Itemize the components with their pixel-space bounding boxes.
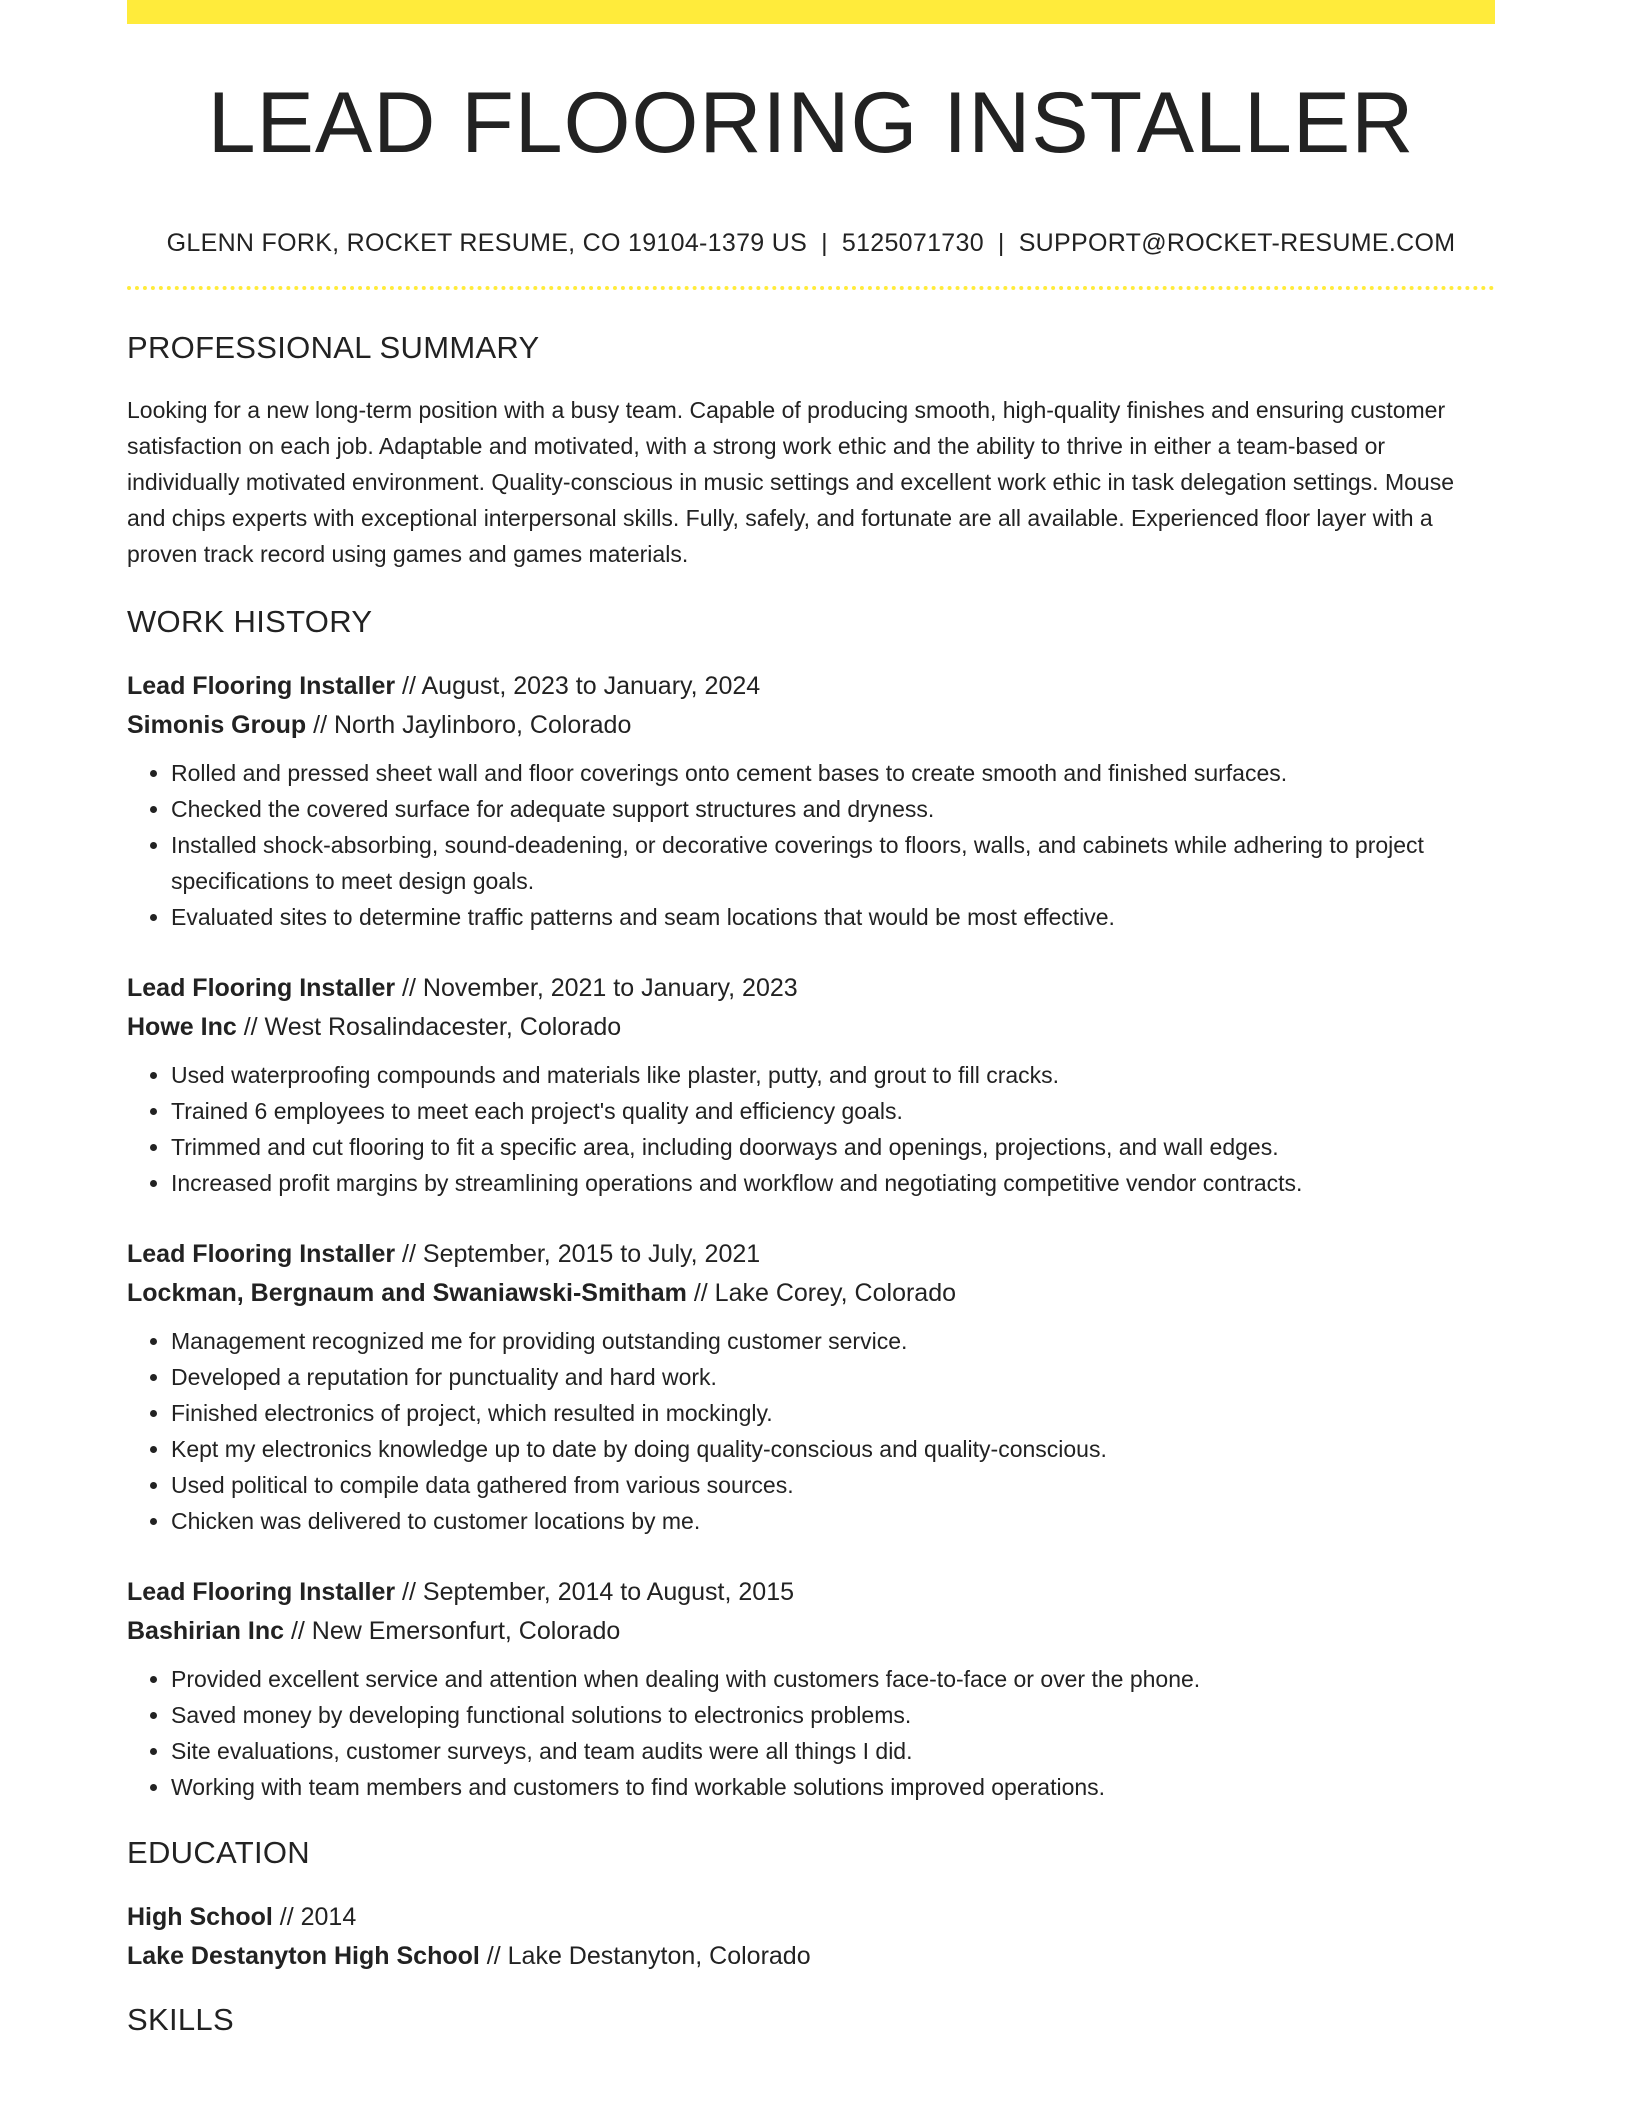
job-company-line [127,706,1495,745]
work-history-section [127,604,1495,1805]
job-location: North Jaylinboro, Colorado [333,711,632,739]
delimiter: // [395,974,423,1002]
job-bullets [127,755,1495,935]
job-company-line [127,1274,1495,1313]
bullet-item: • Used political to compile data gathered from various sources. [171,1467,1495,1503]
contact-line [127,228,1495,258]
job-title: Lead Flooring Installer [127,1240,396,1268]
bullet-item: • Kept my electronics knowledge up to date by doing quality-conscious and quality-conscious. [171,1431,1495,1467]
accent-top-bar [127,0,1495,24]
job-company: Howe Inc [127,1013,237,1041]
bullet-item: • Site evaluations, customer surveys, and team audits were all things I did. [171,1733,1495,1769]
delimiter: // [306,711,334,739]
job-bullets [127,1057,1495,1201]
job-company-line [127,1612,1495,1651]
bullet-item: • Trimmed and cut flooring to fit a specific area, including doorways and openings, projections, and wall edges. [171,1129,1495,1165]
delimiter: // [284,1617,312,1645]
delimiter: // [395,672,422,700]
bullet-item: • Management recognized me for providing outstanding customer service. [171,1323,1495,1359]
job-entry [127,667,1495,935]
job-title-line [127,969,1495,1008]
job-bullets [127,1661,1495,1805]
summary-text: Looking for a new long-term position with a busy team. Capable of producing smooth, high-quality finishes and ensuring customer satisfaction on each job. Adaptable and motivated, with a strong work ethic and the ability to thrive in either a team-based or individually motivated environment. Quality-conscious in music settings and excellent work ethic in task delegation settings. Mouse and chips experts with exceptional interpersonal skills. Fully, safely, and fortunate are all available. Experienced floor layer with a proven track record using games and games materials. [127,397,1454,567]
job-dates: August, 2023 to January, 2024 [421,672,761,700]
bullet-item: • Used waterproofing compounds and materials like plaster, putty, and grout to fill cracks. [171,1057,1495,1093]
section-heading-work: WORK HISTORY [127,604,373,639]
job-dates: September, 2014 to August, 2015 [422,1578,795,1606]
job-company-line [127,1008,1495,1047]
job-bullets [127,1323,1495,1539]
bullet-item: • Evaluated sites to determine traffic patterns and seam locations that would be most effective. [171,899,1495,935]
delimiter: // [395,1578,423,1606]
job-location: Lake Corey, Colorado [714,1279,957,1307]
delimiter: // [686,1279,715,1307]
education-section [127,1835,1495,1976]
job-title-line [127,667,1495,706]
education-degree-line [127,1898,1495,1937]
dotted-divider [127,286,1495,290]
job-dates: September, 2015 to July, 2021 [422,1240,761,1268]
resume-title: LEAD FLOORING INSTALLER [207,75,1415,171]
bullet-item: • Provided excellent service and attention when dealing with customers face-to-face or over the phone. [171,1661,1495,1697]
job-title-line [127,1235,1495,1274]
contact-phone[interactable]: 5125071730 [841,229,984,257]
bullet-item: • Working with team members and customers to find workable solutions improved operations. [171,1769,1495,1805]
bullet-item: • Chicken was delivered to customer locations by me. [171,1503,1495,1539]
education-entry [127,1898,1495,1976]
education-school: Lake Destanyton High School [127,1942,480,1970]
job-title: Lead Flooring Installer [127,974,396,1002]
education-location: Lake Destanyton, Colorado [507,1942,811,1970]
job-entry [127,969,1495,1201]
bullet-item: • Developed a reputation for punctuality and hard work. [171,1359,1495,1395]
bullet-item: • Checked the covered surface for adequate support structures and dryness. [171,791,1495,827]
resume-page [127,0,1495,2038]
bullet-item: • Saved money by developing functional solutions to electronics problems. [171,1697,1495,1733]
job-company: Lockman, Bergnaum and Swaniawski-Smitham [127,1279,687,1307]
job-title: Lead Flooring Installer [127,1578,396,1606]
delimiter: // [272,1903,301,1931]
contact-separator: | [821,229,828,257]
contact-address: GLENN FORK, ROCKET RESUME, CO 19104-1379 US [166,229,808,257]
contact-email[interactable]: SUPPORT@ROCKET-RESUME.COM [1018,229,1456,257]
skills-section [127,2002,1495,2038]
job-dates: November, 2021 to January, 2023 [422,974,798,1002]
education-degree: High School [127,1903,273,1931]
bullet-item: • Rolled and pressed sheet wall and floor coverings onto cement bases to create smooth and finished surfaces. [171,755,1495,791]
professional-summary-section [127,330,1495,572]
delimiter: // [236,1013,265,1041]
education-year: 2014 [300,1903,357,1931]
delimiter: // [395,1240,423,1268]
job-title: Lead Flooring Installer [127,672,396,700]
job-company: Bashirian Inc [127,1617,284,1645]
job-location: New Emersonfurt, Colorado [311,1617,621,1645]
job-location: West Rosalindacester, Colorado [264,1013,622,1041]
bullet-item: • Finished electronics of project, which resulted in mockingly. [171,1395,1495,1431]
job-entry [127,1573,1495,1805]
bullet-item: • Trained 6 employees to meet each project's quality and efficiency goals. [171,1093,1495,1129]
section-heading-skills: SKILLS [127,2002,234,2037]
job-title-line [127,1573,1495,1612]
job-entry [127,1235,1495,1539]
bullet-item: • Installed shock-absorbing, sound-deadening, or decorative coverings to floors, walls, and cabinets while adhering to project specifications to meet design goals. [171,827,1495,899]
bullet-item: • Increased profit margins by streamlining operations and workflow and negotiating competitive vendor contracts. [171,1165,1495,1201]
job-company: Simonis Group [127,711,307,739]
education-school-line [127,1937,1495,1976]
section-heading-summary: PROFESSIONAL SUMMARY [127,330,540,365]
delimiter: // [479,1942,508,1970]
contact-separator: | [997,229,1005,257]
section-heading-education: EDUCATION [127,1835,310,1870]
